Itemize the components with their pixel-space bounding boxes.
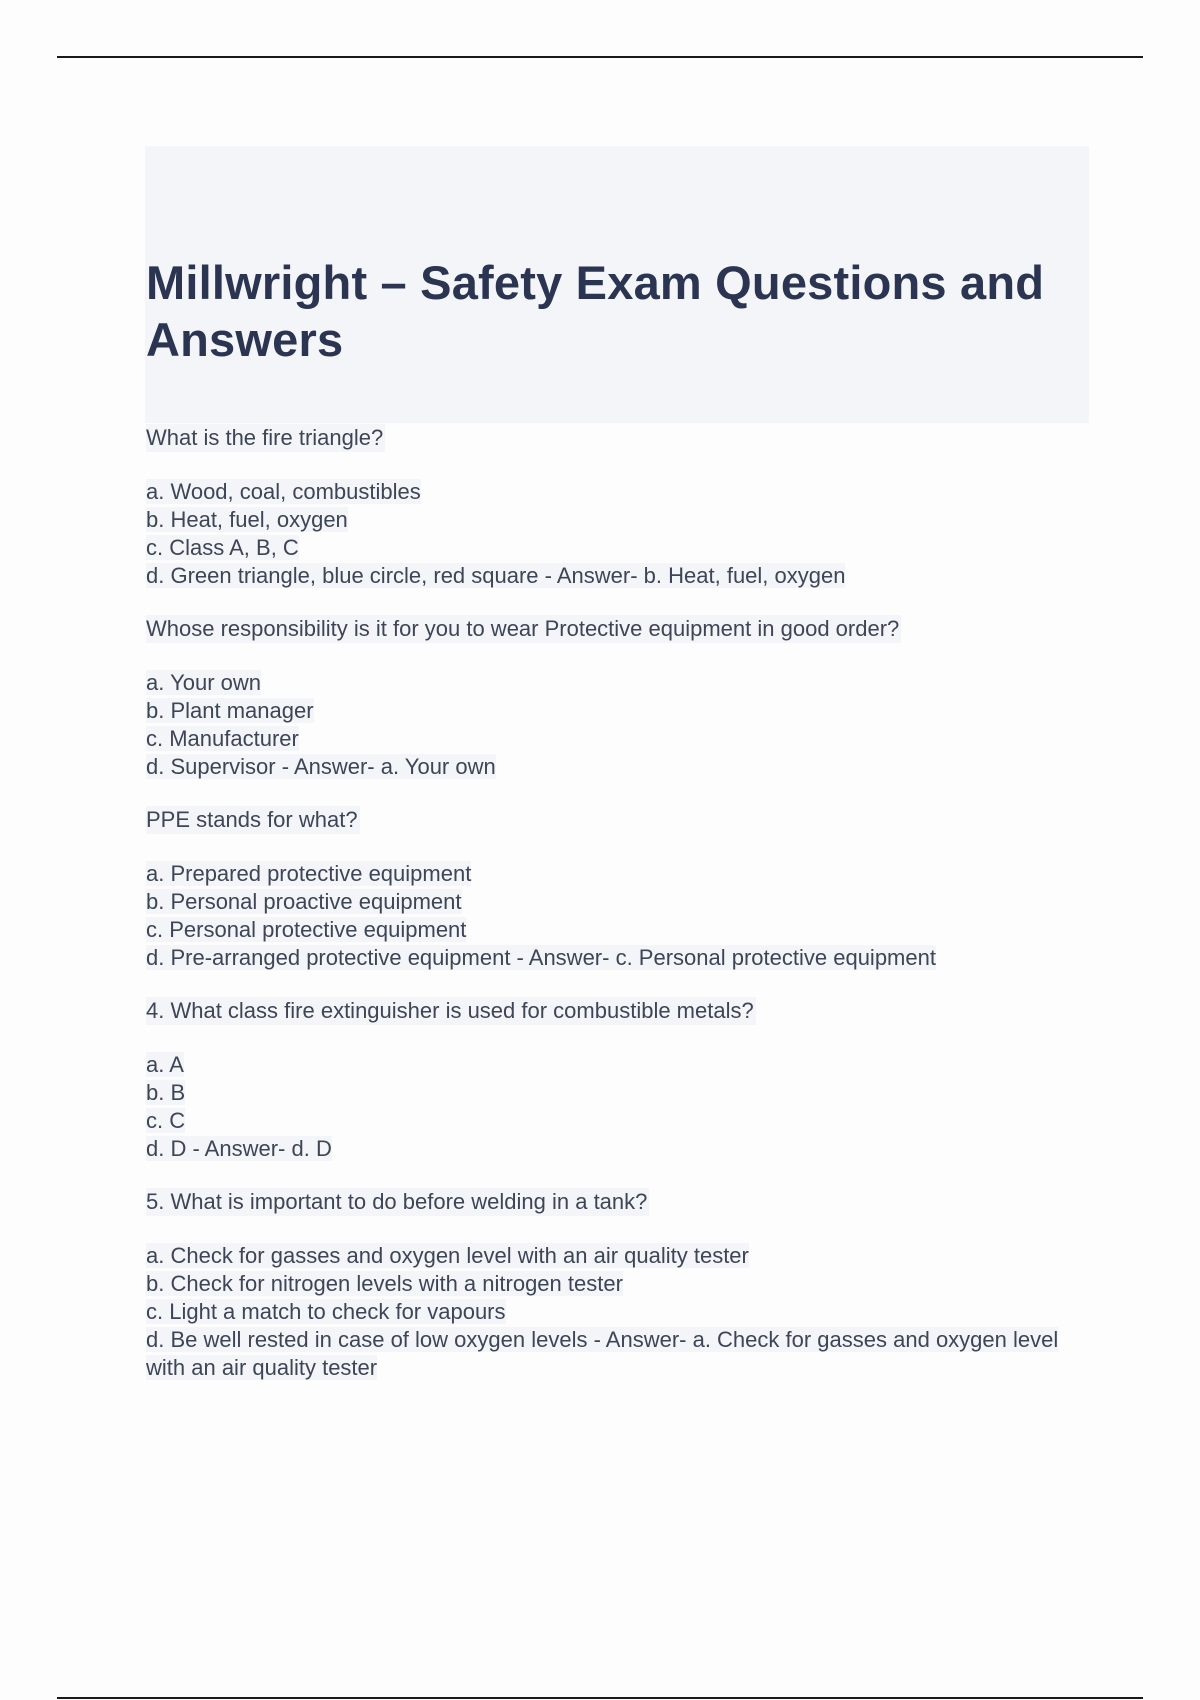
question-text bbox=[146, 424, 1086, 452]
question-text bbox=[146, 615, 1086, 643]
option-item-answer: d. Be well rested in case of low oxygen levels - Answer- a. Check for gasses and oxygen level with an air quality tester bbox=[146, 1327, 1059, 1380]
option-item-answer: d. D - Answer- d. D bbox=[146, 1136, 332, 1161]
option-item: c. Personal protective equipment bbox=[146, 917, 467, 942]
option-item: b. B bbox=[146, 1080, 186, 1105]
option-item: b. Check for nitrogen levels with a nitrogen tester bbox=[146, 1271, 623, 1296]
options-list bbox=[146, 1051, 1086, 1163]
bottom-rule bbox=[57, 1697, 1143, 1699]
question-label: 4. What class fire extinguisher is used for combustible metals? bbox=[146, 998, 754, 1023]
option-item: c. Class A, B, C bbox=[146, 535, 299, 560]
question-label: What is the fire triangle? bbox=[146, 425, 384, 450]
option-item: a. Prepared protective equipment bbox=[146, 861, 472, 886]
option-item: c. C bbox=[146, 1108, 186, 1133]
option-item: b. Plant manager bbox=[146, 698, 314, 723]
question-label: Whose responsibility is it for you to wear Protective equipment in good order? bbox=[146, 616, 900, 641]
question-label: PPE stands for what? bbox=[146, 807, 358, 832]
options-list bbox=[146, 669, 1086, 781]
options-list bbox=[146, 1242, 1086, 1382]
question-block bbox=[146, 997, 1086, 1163]
option-item: c. Manufacturer bbox=[146, 726, 299, 751]
question-block bbox=[146, 806, 1086, 972]
question-list bbox=[146, 424, 1086, 1407]
option-item: c. Light a match to check for vapours bbox=[146, 1299, 506, 1324]
question-label: 5. What is important to do before welding in a tank? bbox=[146, 1189, 648, 1214]
option-item-answer: d. Green triangle, blue circle, red square - Answer- b. Heat, fuel, oxygen bbox=[146, 563, 846, 588]
option-item: a. Wood, coal, combustibles bbox=[146, 479, 421, 504]
option-item-answer: d. Pre-arranged protective equipment - Answer- c. Personal protective equipment bbox=[146, 945, 936, 970]
question-text bbox=[146, 806, 1086, 834]
option-item: a. A bbox=[146, 1052, 184, 1077]
option-item-answer: d. Supervisor - Answer- a. Your own bbox=[146, 754, 496, 779]
option-item: a. Check for gasses and oxygen level with an air quality tester bbox=[146, 1243, 749, 1268]
option-item: a. Your own bbox=[146, 670, 261, 695]
options-list bbox=[146, 860, 1086, 972]
option-item: b. Heat, fuel, oxygen bbox=[146, 507, 348, 532]
question-block bbox=[146, 1188, 1086, 1382]
page-title: Millwright – Safety Exam Questions and Answers bbox=[146, 256, 1045, 366]
options-list bbox=[146, 478, 1086, 590]
question-text bbox=[146, 997, 1086, 1025]
option-item: b. Personal proactive equipment bbox=[146, 889, 462, 914]
question-block bbox=[146, 424, 1086, 590]
question-text bbox=[146, 1188, 1086, 1216]
question-block bbox=[146, 615, 1086, 781]
top-rule bbox=[57, 56, 1143, 58]
